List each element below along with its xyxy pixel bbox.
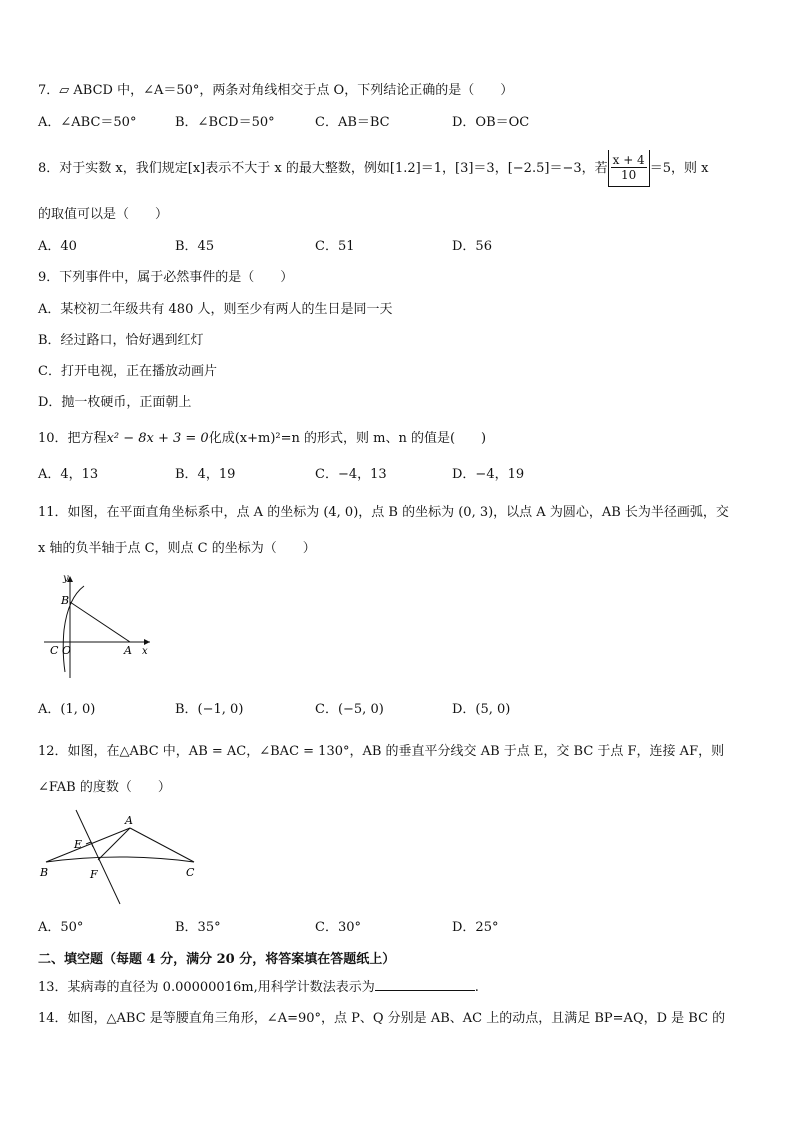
q11-label-x: x (142, 646, 148, 657)
q8-ex3: −2.5 (512, 161, 545, 176)
q8-stem: 8．对于实数 x，我们规定[x]表示不大于 x 的最大整数，例如[1.2]＝1，[3]＝3，[−2.5]＝−3，若 $\frac{x + 4}{10}$ ＝5，则 x (38, 150, 708, 187)
section-heading-fill-in: 二、填空题（每题 4 分，满分 20 分，将答案填在答题纸上） (38, 952, 396, 967)
q11-label-c: C (50, 644, 59, 657)
q8-option-d: D．56 (452, 239, 492, 254)
q11-label-b: B (61, 594, 70, 607)
q12-line2: ∠FAB 的度数（ ） (38, 780, 171, 795)
q11-option-a: A．(1, 0) (38, 702, 96, 717)
q12-segment-bc (46, 857, 194, 862)
q9-choice-d: D．抛一枚硬币，正面朝上 (38, 395, 192, 410)
q12-option-a: A．50° (38, 920, 84, 935)
q10-stem-b: 化成(x+m)²=n 的形式，则 m、n 的值是( ) (208, 431, 487, 446)
q8-stem-line2: 的取值可以是（ ） (38, 207, 169, 222)
q7-option-d: D．OB＝OC (452, 115, 530, 130)
q7-option-c: C．AB＝BC (315, 115, 390, 130)
q10-equation: x² − 8x + 3 = 0 (106, 431, 209, 446)
q8-floor-x: x (192, 161, 201, 176)
q10-stem (38, 430, 486, 448)
q11-line1: 11．如图，在平面直角坐标系中，点 A 的坐标为 (4, 0)，点 B 的坐标为 (0, 3)，以点 A 为圆心，AB 长为半径画弧，交 (38, 505, 729, 520)
q10-stem-a: 10．把方程 (38, 431, 107, 446)
q7-option-a: A．∠ABC＝50° (38, 115, 137, 130)
q8-stem-a: 8．对于实数 x，我们规定 (38, 161, 188, 176)
q8-frac-num: x + 4 (612, 153, 645, 167)
q8-stem-b: 表示不大于 x 的最大整数，例如 (205, 161, 390, 176)
q12-option-b: B．35° (175, 920, 221, 935)
q11-line2: x 轴的负半轴于点 C，则点 C 的坐标为（ ） (38, 541, 316, 556)
q8-stem-c: ＝5，则 x (649, 161, 709, 176)
q11-segment-ab (70, 602, 130, 642)
q8-ex2-val: ＝3， (473, 161, 508, 176)
q12-line1: 12．如图，在△ABC 中，AB = AC，∠BAC = 130°，AB 的垂直平分线交 AB 于点 E，交 BC 于点 F，连接 AF，则 (38, 744, 725, 759)
q11-option-c: C．(−5, 0) (315, 702, 384, 717)
q12-label-f: F (90, 868, 98, 881)
q10-option-d: D．−4，19 (452, 467, 525, 482)
q9-stem: 9．下列事件中，属于必然事件的是（ ） (38, 270, 294, 285)
q12-label-c: C (186, 866, 195, 879)
q8-option-b: B．45 (175, 239, 215, 254)
q8-option-c: C．51 (315, 239, 355, 254)
q10-option-c: C．−4，13 (315, 467, 387, 482)
q13-tail: . (474, 980, 479, 995)
q13-stem-text: 13．某病毒的直径为 0.00000016m,用科学计数法表示为 (38, 980, 375, 995)
q11-label-o: O (62, 644, 72, 657)
q12-label-b: B (40, 866, 49, 879)
q12-option-d: D．25° (452, 920, 499, 935)
q13-answer-blank (375, 977, 475, 991)
q12-label-a: A (125, 814, 133, 827)
q11-figure (38, 570, 158, 680)
q11-label-a: A (124, 644, 132, 657)
q12-segment-af (98, 828, 130, 860)
q7-option-b: B．∠BCD＝50° (175, 115, 275, 130)
q8-ex1: 1.2 (394, 161, 416, 176)
q12-label-e: E (74, 838, 83, 851)
q11-option-d: D．(5, 0) (452, 702, 511, 717)
q11-label-y: y (63, 573, 69, 584)
q11-x-arrow-icon (144, 639, 150, 645)
q8-frac-den: 10 (621, 168, 637, 182)
q9-choice-b: B．经过路口，恰好遇到红灯 (38, 333, 204, 348)
q8-floor-fraction (608, 150, 650, 187)
q14-stem: 14．如图，△ABC 是等腰直角三角形，∠A=90°，点 P、Q 分别是 AB、AC 上的动点，且满足 BP=AQ，D 是 BC 的 (38, 1011, 726, 1026)
q9-choice-a: A．某校初二年级共有 480 人，则至少有两人的生日是同一天 (38, 302, 393, 317)
q7-stem: 7．▱ ABCD 中，∠A＝50°，两条对角线相交于点 O，下列结论正确的是（ ） (38, 83, 514, 98)
q12-option-c: C．30° (315, 920, 361, 935)
q8-ex2: 3 (460, 161, 469, 176)
q8-ex3-val: ＝−3，若 (549, 161, 608, 176)
q11-option-b: B．(−1, 0) (175, 702, 244, 717)
q8-ex1-val: ＝1， (420, 161, 455, 176)
q12-figure (36, 808, 216, 908)
q10-option-a: A．4，13 (38, 467, 99, 482)
q13-stem (38, 977, 479, 997)
q8-option-a: A．40 (38, 239, 77, 254)
q10-option-b: B．4，19 (175, 467, 236, 482)
q9-choice-c: C．打开电视，正在播放动画片 (38, 364, 217, 379)
